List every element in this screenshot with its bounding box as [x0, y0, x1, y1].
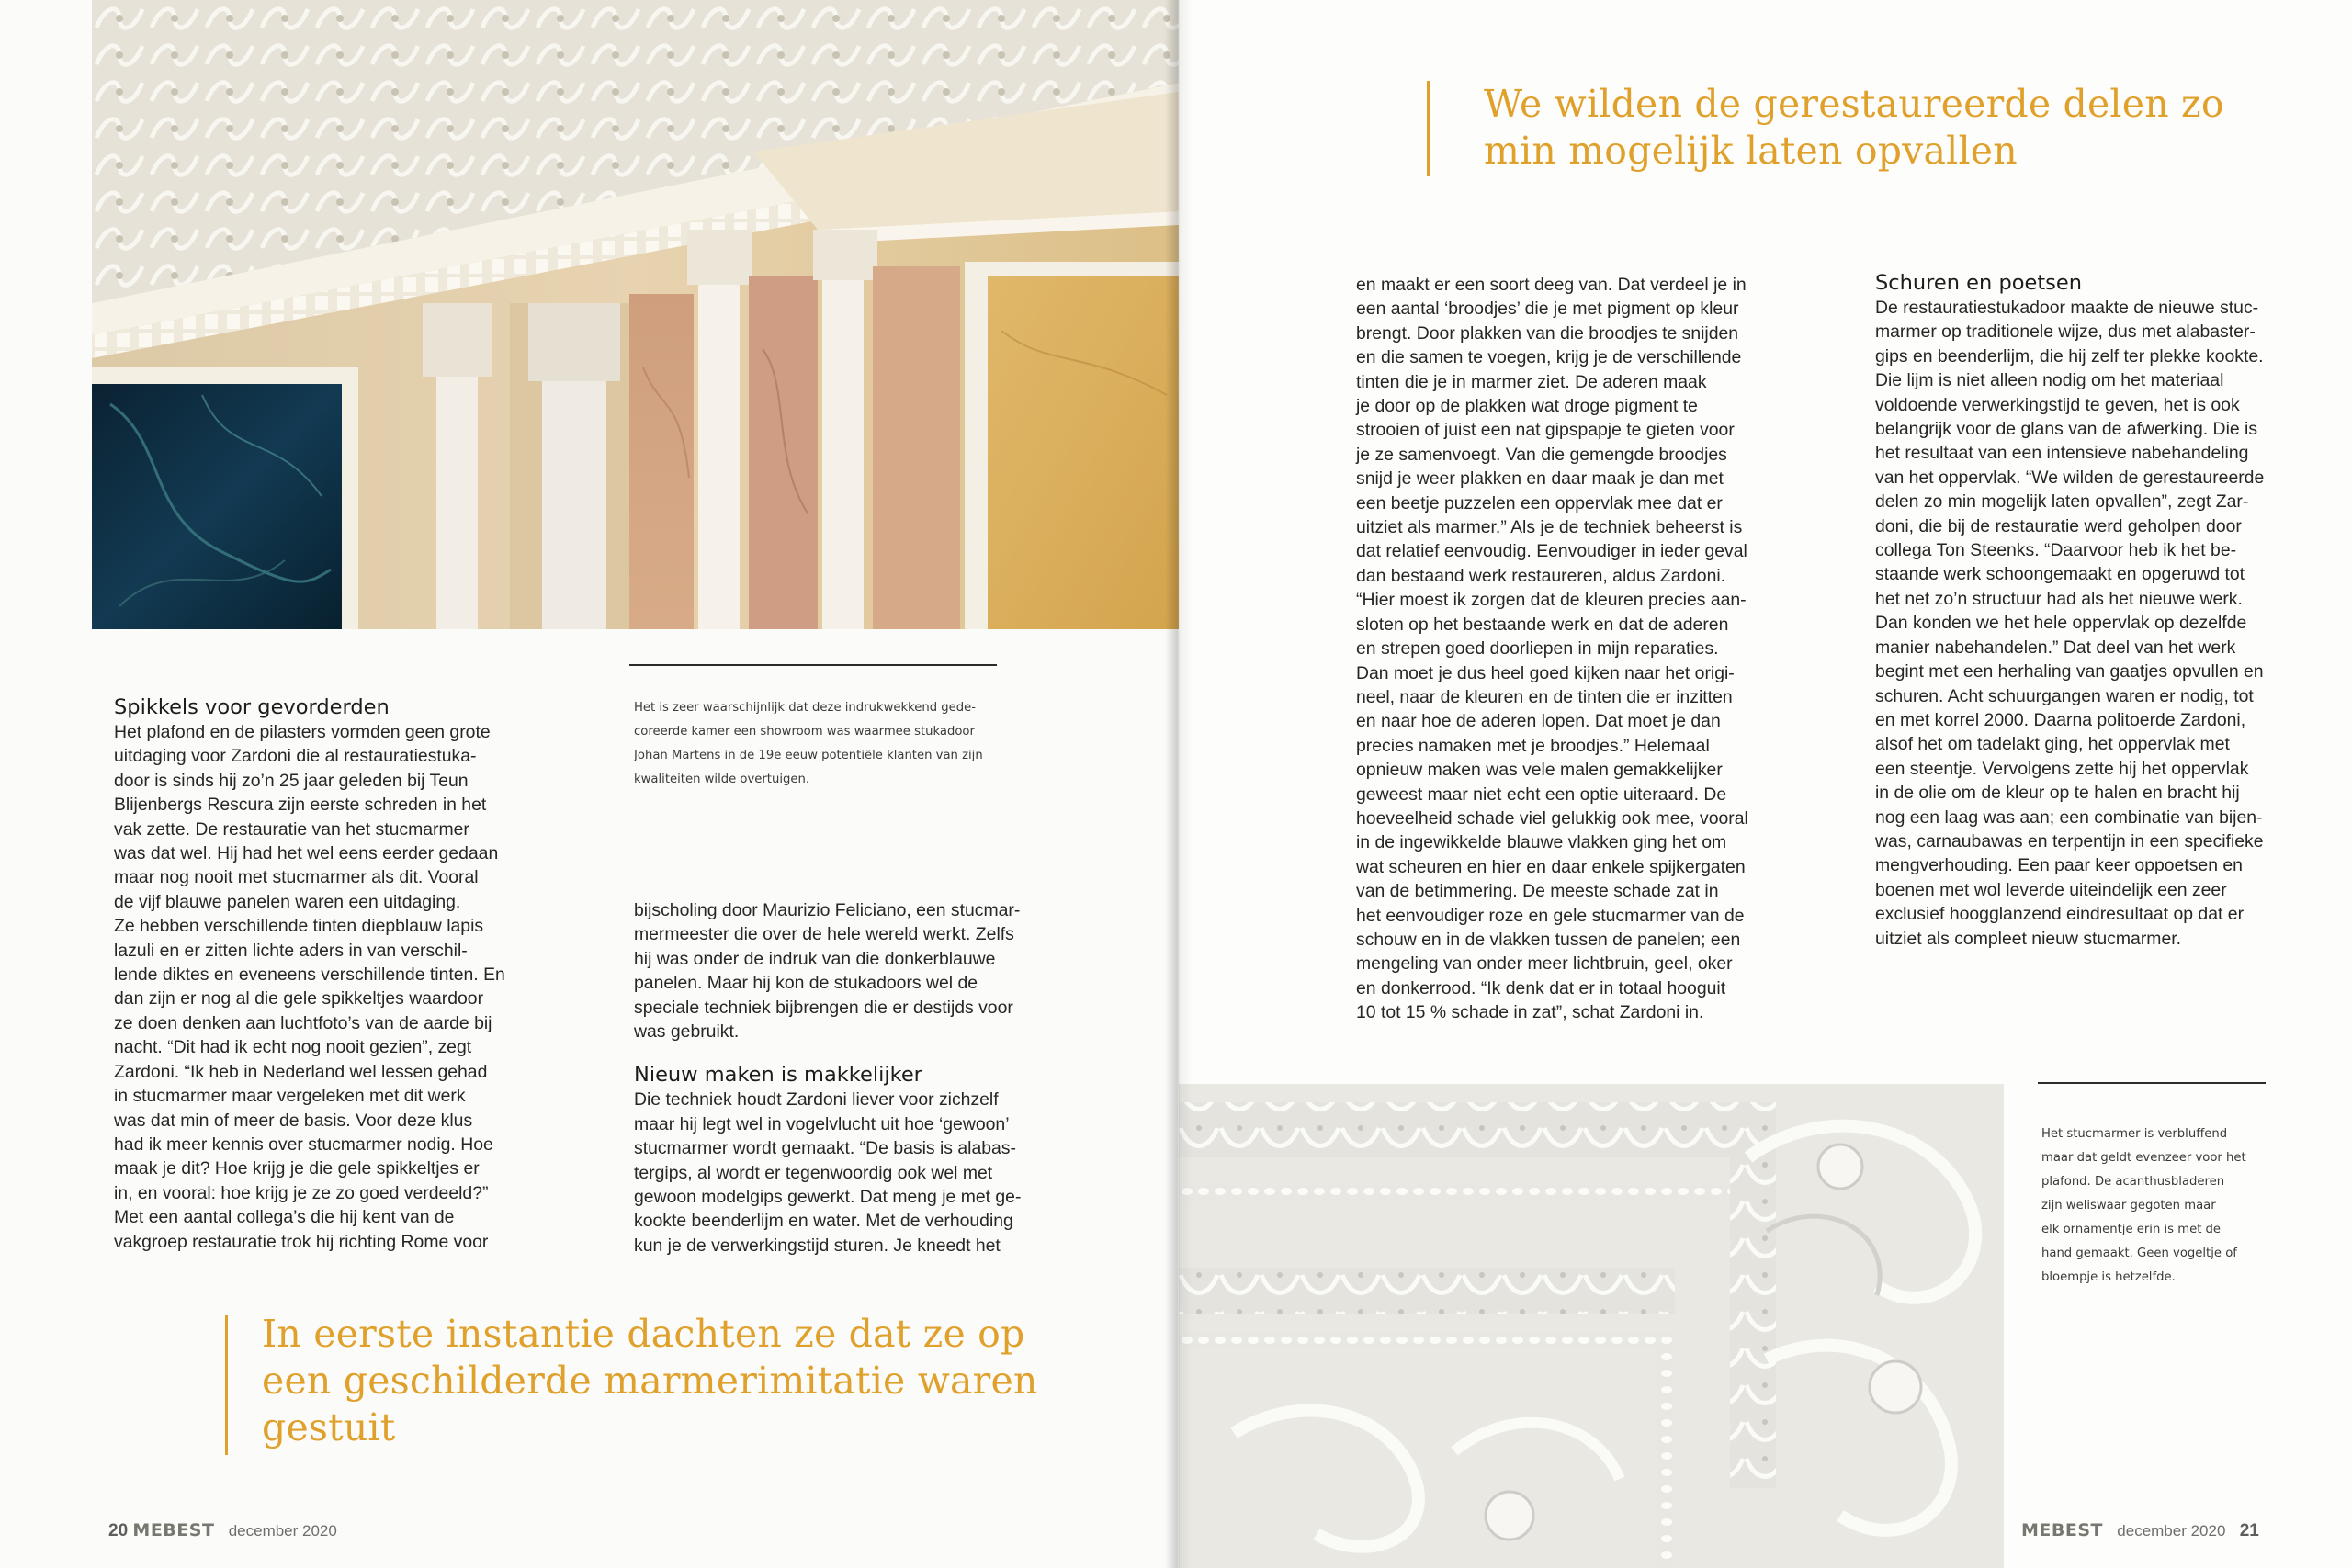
text-line: Het plafond en de pilasters vormden geen grote: [114, 722, 491, 742]
text-line: voldoende verwerkingstijd te geven, het is ook: [1875, 394, 2240, 415]
column-1: [114, 694, 509, 1254]
text-line: uitziet als compleet nieuw stucmarmer.: [1875, 928, 2182, 949]
column-4: [1875, 270, 2279, 951]
text-line: alsof het om tadelakt ging, het oppervlak met: [1875, 734, 2230, 755]
text-line: stucmarmer wordt gemaakt. “De basis is alabas-: [634, 1138, 1016, 1159]
column-2: [634, 898, 1029, 1258]
text-line: kookte beenderlijm en water. Met de verhouding: [634, 1211, 1013, 1232]
text-line: de vijf blauwe panelen waren een uitdaging.: [114, 891, 461, 912]
heading-nieuw-maken: Nieuw maken is makkelijker: [634, 1063, 922, 1088]
pull-quote-line: min mogelijk laten opvallen: [1484, 129, 2018, 173]
text-line: kun je de verwerkingstijd sturen. Je kneedt het: [634, 1235, 1001, 1256]
pull-quote-line: We wilden de gerestaureerde delen zo: [1484, 82, 2224, 126]
text-line: lazuli en er zitten lichte aders in van verschil-: [114, 940, 468, 961]
pull-quote-bar: [225, 1315, 228, 1455]
issue-date: december 2020: [2117, 1522, 2226, 1540]
marble-interior-photo: [92, 0, 1179, 629]
caption-line: hand gemaakt. Geen vogeltje of: [2041, 1247, 2237, 1260]
pull-quote-line: In eerste instantie dachten ze dat ze op: [262, 1312, 1025, 1356]
column-3-text: [1356, 273, 1751, 1025]
caption-line: bloempje is hetzelfde.: [2041, 1270, 2176, 1284]
text-line: was dat min of meer de basis. Voor deze klus: [114, 1110, 473, 1131]
ceiling-ornament-illustration: [1179, 1084, 2004, 1568]
caption-line: elk ornamentje erin is met de: [2041, 1223, 2222, 1236]
caption-line: maar dat geldt evenzeer voor het: [2041, 1151, 2246, 1165]
text-line: van de betimmering. De meeste schade zat in: [1356, 881, 1719, 902]
text-line: door is sinds hij zo’n 25 jaar geleden bij Teun: [114, 770, 469, 791]
caption-line: zijn weliswaar gegoten maar: [2041, 1199, 2216, 1213]
text-line: in, en vooral: hoe krijg je ze zo goed verdeeld?”: [114, 1182, 489, 1203]
text-line: ze doen denken aan luchtfoto’s van de aarde bij: [114, 1012, 492, 1033]
text-line: panelen. Maar hij kon de stukadoors wel de: [634, 973, 978, 994]
text-line: hij was onder de indruk van die donkerblauwe: [634, 948, 996, 969]
caption-line: plafond. De acanthusbladeren: [2041, 1175, 2225, 1189]
text-line: Die techniek houdt Zardoni liever voor zichzelf: [634, 1089, 999, 1111]
pull-quote-line: gestuit: [262, 1405, 396, 1450]
text-line: was dat wel. Hij had het wel eens eerder gedaan: [114, 843, 499, 864]
text-line: Ze hebben verschillende tinten diepblauw lapis: [114, 916, 484, 937]
text-line: het resultaat van een intensieve nabehandeling: [1875, 443, 2249, 464]
text-line: lende diktes en eveneens verschillende tinten. En: [114, 964, 505, 986]
text-line: en met korrel 2000. Daarna politoerde Zardoni,: [1875, 709, 2246, 730]
text-line: boenen met wol leverde uiteindelijk een zeer: [1875, 879, 2227, 900]
text-line: tinten die je in marmer ziet. De aderen maak: [1356, 371, 1707, 392]
text-line: en die samen te voegen, krijg je de verschillende: [1356, 347, 1742, 368]
column-2-text-b: [634, 1088, 1029, 1258]
magazine-name: MEBEST: [132, 1520, 215, 1540]
text-line: strooien of juist een nat gipspapje te gieten voor: [1356, 420, 1735, 441]
text-line: geweest maar niet echt een optie uiteraard. De: [1356, 784, 1727, 805]
text-line: in stucmarmer maar vergeleken met dit werk: [114, 1086, 466, 1107]
text-line: gips en beenderlijm, die hij zelf ter plekke kookte.: [1875, 345, 2264, 367]
caption-line: Het stucmarmer is verbluffend: [2041, 1127, 2228, 1141]
marble-interior-illustration: [92, 0, 1179, 629]
text-line: belangrijk voor de glans van de afwerking. Die is: [1875, 419, 2258, 440]
caption-line: Het is zeer waarschijnlijk dat deze indrukwekkend gede-: [634, 701, 977, 715]
text-line: en strepen goed doorliepen in mijn reparaties.: [1356, 638, 1719, 660]
text-line: het eenvoudiger roze en gele stucmarmer van de: [1356, 905, 1745, 926]
text-line: Dan moet je dus heel goed kijken naar het origi-: [1356, 662, 1735, 683]
folio-left: [108, 1519, 346, 1542]
caption-rule: [2038, 1082, 2266, 1084]
text-line: mermeester die over de hele wereld werkt. Zelfs: [634, 924, 1014, 945]
caption-line: kwaliteiten wilde overtuigen.: [634, 773, 810, 786]
text-line: een steentje. Vervolgens zette hij het oppervlak: [1875, 758, 2249, 779]
text-line: Met een aantal collega’s die hij kent van de: [114, 1207, 455, 1228]
text-line: begint met een herhaling van gaatjes opvullen en: [1875, 661, 2264, 682]
text-line: tergips, al wordt er tegenwoordig ook wel met: [634, 1162, 993, 1183]
text-line: een aantal ‘broodjes’ die je met pigment op kleur: [1356, 299, 1739, 320]
text-line: dan bestaand werk restaureren, aldus Zardoni.: [1356, 565, 1726, 586]
text-line: precies namaken met je broodjes.” Helemaal: [1356, 735, 1710, 756]
pull-quote-line: een geschilderde marmerimitatie waren: [262, 1359, 1038, 1403]
text-line: 10 tot 15 % schade in zat”, schat Zardoni in.: [1356, 1002, 1704, 1023]
stucco-ceiling-photo: [1179, 1084, 2004, 1568]
caption-line: coreerde kamer een showroom was waarmee stukadoor: [634, 725, 975, 739]
text-line: dat relatief eenvoudig. Eenvoudiger in ieder geval: [1356, 541, 1747, 562]
column-4-text: [1875, 296, 2279, 951]
text-line: speciale techniek bijbrengen die er destijds voor: [634, 997, 1013, 1018]
column-3: [1356, 273, 1751, 1025]
text-line: doni, die bij de restauratie werd geholpen door: [1875, 515, 2242, 536]
issue-date: december 2020: [228, 1522, 337, 1540]
page-number: 21: [2239, 1521, 2259, 1540]
text-line: een beetje puzzelen een oppervlak mee dat er: [1356, 492, 1723, 513]
text-line: De restauratiestukadoor maakte de nieuwe stuc-: [1875, 298, 2259, 318]
page-number: 20: [108, 1521, 129, 1540]
text-line: maar nog nooit met stucmarmer als dit. Vooral: [114, 867, 479, 888]
text-line: manier nabehandelen.” Dat deel van het werk: [1875, 637, 2236, 658]
text-line: Zardoni. “Ik heb in Nederland wel lessen gehad: [114, 1061, 488, 1082]
text-line: snijd je weer plakken en daar maak je dan met: [1356, 468, 1724, 490]
text-line: marmer op traditionele wijze, dus met alabaster-: [1875, 321, 2256, 343]
text-line: in de ingewikkelde blauwe vlakken ging het om: [1356, 832, 1727, 853]
text-line: hoeveelheid schade viel gelukkig ook mee, vooral: [1356, 807, 1748, 829]
pull-quote-left: [262, 1311, 1089, 1451]
text-line: uitziet als marmer.” Als je de techniek beheerst is: [1356, 517, 1743, 538]
text-line: was gebruikt.: [634, 1021, 740, 1043]
text-line: mengverhouding. Een paar keer oppoetsen en: [1875, 855, 2243, 876]
text-line: vak zette. De restauratie van het stucmarmer: [114, 818, 469, 840]
text-line: het net zo’n structuur had als het nieuwe werk.: [1875, 588, 2243, 609]
magazine-name: MEBEST: [2021, 1520, 2103, 1540]
text-line: wat scheuren en hier en daar enkele spijkergaten: [1356, 856, 1746, 877]
text-line: en donkerrood. “Ik denk dat er in totaal hooguit: [1356, 977, 1726, 998]
text-line: je ze samenvoegt. Van die gemengde broodjes: [1356, 444, 1727, 465]
text-line: had ik meer kennis over stucmarmer nodig. Hoe: [114, 1134, 493, 1155]
text-line: nog een laag was aan; een combinatie van bijen-: [1875, 807, 2263, 828]
heading-spikkels: Spikkels voor gevorderden: [114, 695, 390, 719]
photo-caption-1: [634, 696, 1011, 792]
text-line: nacht. “Dit had ik echt nog nooit gezien”, zegt: [114, 1037, 472, 1058]
heading-schuren-en-poetsen: Schuren en poetsen: [1875, 271, 2082, 295]
text-line: collega Ton Steenks. “Daarvoor heb ik het be-: [1875, 540, 2237, 561]
text-line: maak je dit? Hoe krijg je die gele spikkeltjes er: [114, 1158, 480, 1179]
text-line: was, carnaubawas en terpentijn in een specifieke: [1875, 830, 2264, 852]
text-line: uitdaging voor Zardoni die al restauratiestuka-: [114, 746, 477, 767]
right-page: [1179, 0, 2352, 1568]
column-2-text-a: [634, 898, 1029, 1043]
text-line: exclusief hoogglanzend eindresultaat op dat er: [1875, 904, 2245, 925]
text-line: mengeling van onder meer lichtbruin, geel, oker: [1356, 953, 1733, 975]
text-line: schouw en in de vlakken tussen de panelen; een: [1356, 929, 1741, 950]
text-line: dan zijn er nog al die gele spikkeltjes waardoor: [114, 988, 484, 1010]
text-line: van het oppervlak. “We wilden de gerestaureerde: [1875, 467, 2265, 488]
caption-rule: [629, 664, 997, 666]
column-1-text: [114, 720, 509, 1254]
text-line: en maakt er een soort deeg van. Dat verdeel je in: [1356, 275, 1747, 295]
text-line: brengt. Door plakken van die broodjes te snijden: [1356, 322, 1739, 344]
pull-quote-right: [1484, 81, 2329, 175]
text-line: maar hij legt wel in vogelvlucht uit hoe ‘gewoon’: [634, 1113, 1010, 1134]
text-line: bijscholing door Maurizio Feliciano, een stucmar-: [634, 900, 1021, 920]
spread-gutter: [1165, 0, 1193, 1568]
caption-line: Johan Martens in de 19e eeuw potentiële klanten van zijn: [634, 749, 983, 762]
text-line: schuren. Acht schuurgangen waren er nodig, tot: [1875, 685, 2254, 706]
folio-right: [2021, 1519, 2259, 1542]
text-line: Blijenbergs Rescura zijn eerste schreden in het: [114, 795, 487, 816]
text-line: “Hier moest ik zorgen dat de kleuren precies aan-: [1356, 590, 1747, 611]
text-line: vakgroep restauratie trok hij richting Rome voor: [114, 1231, 489, 1252]
text-line: gewoon modelgips gewerkt. Dat meng je met ge-: [634, 1187, 1022, 1208]
text-line: opnieuw maken was vele malen gemakkelijker: [1356, 760, 1723, 781]
text-line: in de olie om de kleur op te halen en bracht hij: [1875, 783, 2240, 804]
text-line: Dan konden we het hele oppervlak op dezelfde: [1875, 613, 2247, 634]
text-line: je door op de plakken wat droge pigment te: [1356, 396, 1698, 417]
text-line: Die lijm is niet alleen nodig om het materiaal: [1875, 370, 2224, 391]
text-line: en naar hoe de aderen lopen. Dat moet je dan: [1356, 711, 1721, 732]
text-line: sloten op het bestaande werk en dat de aderen: [1356, 614, 1729, 635]
text-line: staande werk schoongemaakt en opgeruwd tot: [1875, 564, 2245, 585]
text-line: neel, naar de kleuren en de tinten die er inzitten: [1356, 686, 1733, 707]
pull-quote-bar: [1427, 81, 1430, 176]
text-line: delen zo min mogelijk laten opvallen”, zegt Zar-: [1875, 491, 2249, 513]
photo-caption-2: [2041, 1122, 2317, 1290]
